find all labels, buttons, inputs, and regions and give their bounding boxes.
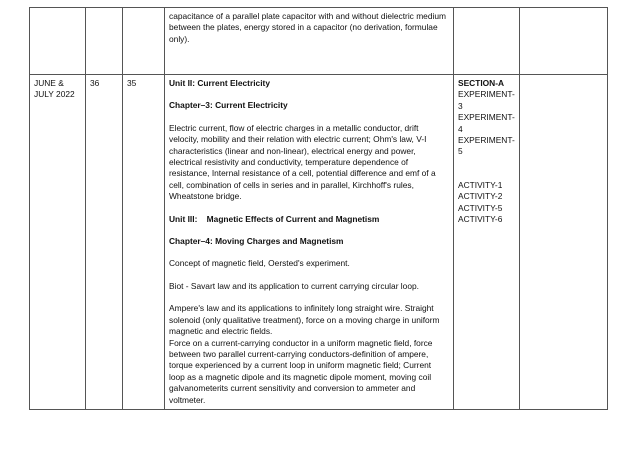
month-cell: JUNE & JULY 2022 xyxy=(30,75,86,410)
practicals-cell xyxy=(454,75,520,410)
topic-text: Ampere's law and its applications to infinitely long straight wire. Straight solenoid (only qualitative treatment), force on a moving charge in uniform magnetic and electric fields. xyxy=(169,303,440,337)
table-row xyxy=(30,8,608,75)
activity-item: ACTIVITY-2 xyxy=(458,191,503,202)
experiment-item: EXPERIMENT-5 xyxy=(458,135,515,157)
topic-text: Force on a current-carrying conductor in a uniform magnetic field, force between two parallel current-carrying conductors-definition of ampere, torque experienced by a current loop in uniform magnetic field; Current loop as a magnetic dipole and its magnetic dipole moment, moving coil galvanometerits current sensitivity and conversion to ammeter and voltmeter. xyxy=(169,337,433,405)
remarks-cell xyxy=(520,75,608,410)
unit-heading: Unit III: Magnetic Effects of Current and Magnetism xyxy=(169,213,380,224)
topic-text: Biot - Savart law and its application to current carrying circular loop. xyxy=(169,280,419,291)
topic-text: Concept of magnetic field, Oersted's experiment. xyxy=(169,258,350,269)
count-cell: 35 xyxy=(123,75,165,410)
section-heading: SECTION-A xyxy=(458,78,505,88)
topics-cell xyxy=(165,75,454,410)
experiment-item: EXPERIMENT-4 xyxy=(458,112,515,134)
experiment-item: EXPERIMENT-3 xyxy=(458,89,515,111)
syllabus-table xyxy=(29,7,608,410)
month-cell xyxy=(30,8,86,75)
topics-cell xyxy=(165,8,454,75)
count-cell xyxy=(86,8,123,75)
topic-text: Electric current, flow of electric charges in a metallic conductor, drift velocity, mobility and their relation with electric current; Ohm's law, V-I characteristics (linear and non-linear), electrical energy and power, electrical resistivity and conductivity, temperature dependence of resistance, Internal resistance of a cell, potential difference and emf of a cell, combination of cells in series and in parallel, Kirchhoff's rules, Wheatstone bridge. xyxy=(169,122,436,202)
activity-item: ACTIVITY-5 xyxy=(458,202,503,213)
table-row xyxy=(30,75,608,410)
count-cell xyxy=(123,8,165,75)
unit-heading: Unit II: Current Electricity xyxy=(169,78,270,88)
activity-item: ACTIVITY-1 xyxy=(458,179,503,190)
remarks-cell xyxy=(520,8,608,75)
count-cell: 36 xyxy=(86,75,123,410)
chapter-heading: Chapter–4: Moving Charges and Magnetism xyxy=(169,236,344,247)
topic-text: capacitance of a parallel plate capacitor with and without dielectric medium between the plates, energy stored in a capacitor (no derivation, formulae only). xyxy=(169,11,446,44)
chapter-heading: Chapter–3: Current Electricity xyxy=(169,100,288,111)
activity-item: ACTIVITY-6 xyxy=(458,214,503,225)
practicals-cell xyxy=(454,8,520,75)
